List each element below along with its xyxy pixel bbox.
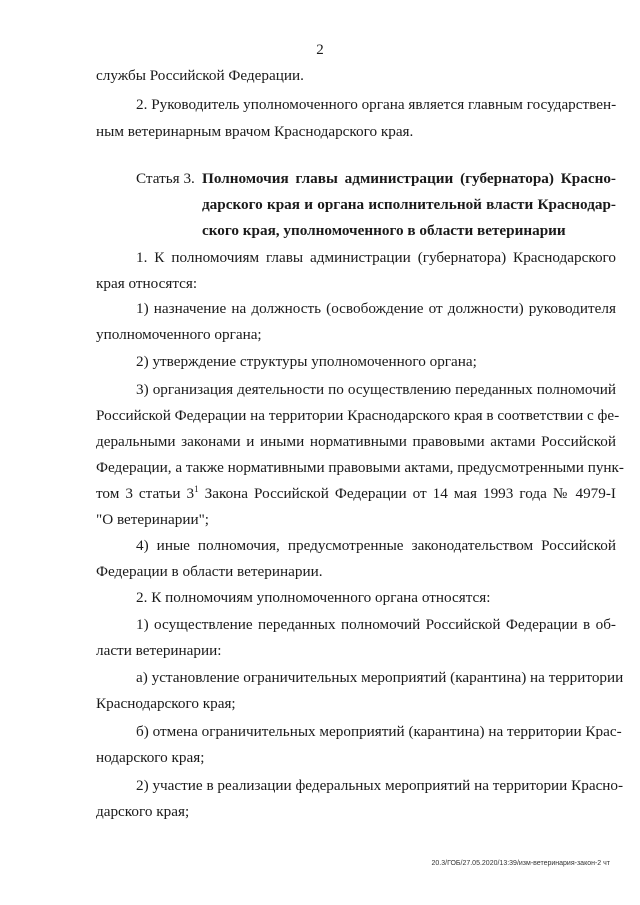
- paragraph-line: деральными законами и иными нормативными правовыми актами Российской: [96, 433, 616, 450]
- paragraph-line: 4) иные полномочия, предусмотренные законодательством Российской: [136, 537, 616, 554]
- paragraph-line: уполномоченного органа;: [96, 326, 262, 343]
- paragraph-line: 2. К полномочиям уполномоченного органа относятся:: [136, 589, 491, 606]
- article-label: Статья 3.: [136, 170, 195, 187]
- paragraph-line: б) отмена ограничительных мероприятий (карантина) на территории Крас-: [136, 723, 622, 740]
- paragraph-line: 2. Руководитель уполномоченного органа является главным государствен-: [136, 96, 617, 113]
- article-title-line: ского края, уполномоченного в области ветеринарии: [202, 222, 566, 239]
- paragraph-line: службы Российской Федерации.: [96, 67, 304, 84]
- footer-stamp: 20.3/ГОБ/27.05.2020/13:39/изм-ветеринария-закон-2 чт: [431, 860, 610, 867]
- paragraph-line: Федерации, а также нормативными правовыми актами, предусмотренными пунк-: [96, 459, 624, 476]
- paragraph-line: 1) осуществление переданных полномочий Российской Федерации в об-: [136, 616, 616, 633]
- paragraph-line: 3) организация деятельности по осуществлению переданных полномочий: [136, 381, 616, 398]
- article-title-line: дарского края и органа исполнительной власти Краснодар-: [202, 196, 616, 213]
- paragraph-line: Российской Федерации на территории Краснодарского края в соответствии с фе-: [96, 407, 620, 424]
- paragraph-line: "О ветеринарии";: [96, 511, 210, 528]
- paragraph-line: ласти ветеринарии:: [96, 642, 222, 659]
- article-title-line: Полномочия главы администрации (губернатора) Красно-: [202, 170, 616, 187]
- paragraph-line: 2) участие в реализации федеральных мероприятий на территории Красно-: [136, 777, 624, 794]
- paragraph-line: 2) утверждение структуры уполномоченного органа;: [136, 353, 477, 370]
- text-fragment: том 3 статьи 3: [96, 485, 195, 502]
- paragraph-line: 1. К полномочиям главы администрации (губернатора) Краснодарского: [136, 249, 616, 266]
- paragraph-line: [96, 484, 616, 504]
- page-number: 2: [316, 42, 324, 58]
- paragraph-line: нодарского края;: [96, 749, 205, 766]
- paragraph-line: ным ветеринарным врачом Краснодарского края.: [96, 123, 414, 140]
- text-fragment: Закона Российской Федерации от 14 мая 1993 года № 4979-I: [198, 485, 616, 502]
- paragraph-line: 1) назначение на должность (освобождение от должности) руководителя: [136, 300, 616, 317]
- paragraph-line: а) установление ограничительных мероприятий (карантина) на территории: [136, 669, 624, 686]
- paragraph-line: дарского края;: [96, 803, 190, 820]
- paragraph-line: края относятся:: [96, 275, 198, 292]
- paragraph-line: Краснодарского края;: [96, 695, 236, 712]
- paragraph-line: Федерации в области ветеринарии.: [96, 563, 323, 580]
- superscript: 1: [194, 483, 199, 494]
